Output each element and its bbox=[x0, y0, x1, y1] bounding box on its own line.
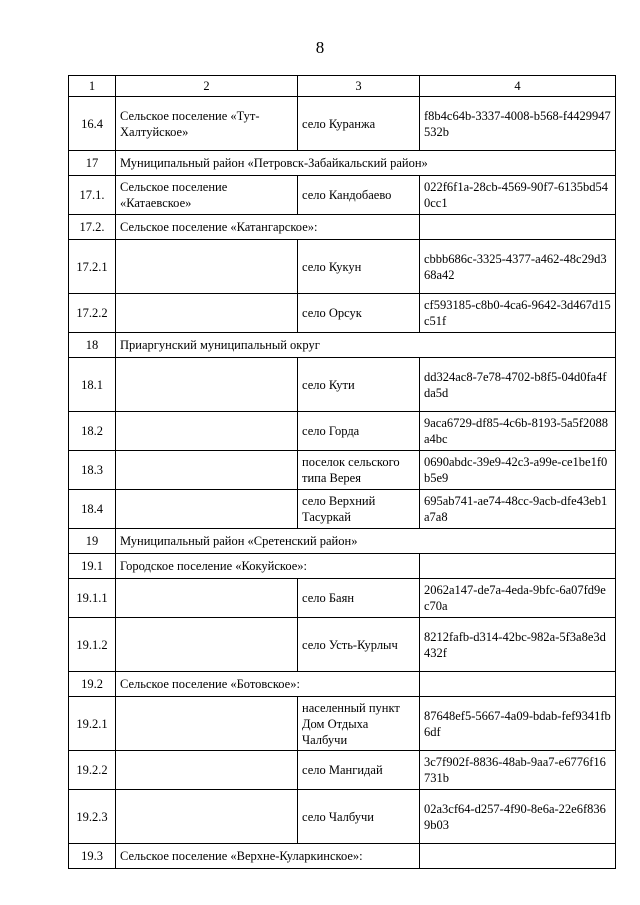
settlement-cell: населенный пункт Дом Отдыха Чалбучи bbox=[298, 697, 420, 751]
table-row bbox=[69, 579, 616, 618]
section-row bbox=[69, 529, 616, 554]
municipality-cell bbox=[116, 451, 298, 490]
guid-cell: 9aca6729-df85-4c6b-8193-5a5f2088a4bc bbox=[420, 412, 616, 451]
table-row bbox=[69, 490, 616, 529]
table-row bbox=[69, 97, 616, 151]
section-title-cell: Муниципальный район «Сретенский район» bbox=[116, 529, 616, 554]
row-number-cell: 17.2.1 bbox=[69, 240, 116, 294]
settlements-table bbox=[68, 75, 616, 869]
guid-cell bbox=[420, 554, 616, 579]
group-title-cell: Сельское поселение «Верхне-Куларкинское»: bbox=[116, 844, 420, 869]
table-row bbox=[69, 412, 616, 451]
row-number-cell: 18.4 bbox=[69, 490, 116, 529]
guid-cell: 8212fafb-d314-42bc-982a-5f3a8e3d432f bbox=[420, 618, 616, 672]
municipality-cell bbox=[116, 579, 298, 618]
municipality-cell bbox=[116, 618, 298, 672]
settlement-cell: село Усть-Курлыч bbox=[298, 618, 420, 672]
group-row bbox=[69, 844, 616, 869]
settlement-cell: село Мангидай bbox=[298, 751, 420, 790]
municipality-cell bbox=[116, 697, 298, 751]
guid-cell: cf593185-c8b0-4ca6-9642-3d467d15c51f bbox=[420, 294, 616, 333]
settlement-cell: село Кукун bbox=[298, 240, 420, 294]
row-number-cell: 19 bbox=[69, 529, 116, 554]
group-row bbox=[69, 672, 616, 697]
header-cell-col1: 1 bbox=[69, 76, 116, 97]
settlement-cell: село Куранжа bbox=[298, 97, 420, 151]
municipality-cell bbox=[116, 751, 298, 790]
settlement-cell: село Кандобаево bbox=[298, 176, 420, 215]
settlements-table-body bbox=[69, 76, 616, 869]
header-row bbox=[69, 76, 616, 97]
section-row bbox=[69, 333, 616, 358]
table-row bbox=[69, 697, 616, 751]
row-number-cell: 16.4 bbox=[69, 97, 116, 151]
page-number: 8 bbox=[315, 38, 325, 57]
section-title-cell: Муниципальный район «Петровск-Забайкальский район» bbox=[116, 151, 616, 176]
row-number-cell: 17.1. bbox=[69, 176, 116, 215]
settlement-cell: село Чалбучи bbox=[298, 790, 420, 844]
row-number-cell: 19.2.3 bbox=[69, 790, 116, 844]
guid-cell: 0690abdc-39e9-42c3-a99e-ce1be1f0b5e9 bbox=[420, 451, 616, 490]
guid-cell: 3c7f902f-8836-48ab-9aa7-e6776f16731b bbox=[420, 751, 616, 790]
header-cell-col3: 3 bbox=[298, 76, 420, 97]
group-title-cell: Сельское поселение «Ботовское»: bbox=[116, 672, 420, 697]
row-number-cell: 19.2.1 bbox=[69, 697, 116, 751]
settlement-cell: село Верхний Тасуркай bbox=[298, 490, 420, 529]
guid-cell: 2062a147-de7a-4eda-9bfc-6a07fd9ec70a bbox=[420, 579, 616, 618]
row-number-cell: 19.2.2 bbox=[69, 751, 116, 790]
guid-cell: f8b4c64b-3337-4008-b568-f4429947532b bbox=[420, 97, 616, 151]
header-cell-col4: 4 bbox=[420, 76, 616, 97]
row-number-cell: 18.3 bbox=[69, 451, 116, 490]
guid-cell bbox=[420, 672, 616, 697]
table-row bbox=[69, 751, 616, 790]
municipality-cell bbox=[116, 294, 298, 333]
row-number-cell: 18 bbox=[69, 333, 116, 358]
section-row bbox=[69, 151, 616, 176]
municipality-cell bbox=[116, 790, 298, 844]
municipality-cell bbox=[116, 490, 298, 529]
municipality-cell: Сельское поселение «Катаевское» bbox=[116, 176, 298, 215]
guid-cell: 02a3cf64-d257-4f90-8e6a-22e6f8369b03 bbox=[420, 790, 616, 844]
municipality-cell: Сельское поселение «Тут-Халтуйское» bbox=[116, 97, 298, 151]
row-number-cell: 19.1.2 bbox=[69, 618, 116, 672]
guid-cell: 022f6f1a-28cb-4569-90f7-6135bd540cc1 bbox=[420, 176, 616, 215]
group-title-cell: Сельское поселение «Катангарское»: bbox=[116, 215, 420, 240]
table-row bbox=[69, 790, 616, 844]
group-row bbox=[69, 554, 616, 579]
table-row bbox=[69, 294, 616, 333]
group-row bbox=[69, 215, 616, 240]
guid-cell bbox=[420, 215, 616, 240]
settlement-cell: село Горда bbox=[298, 412, 420, 451]
group-title-cell: Городское поселение «Кокуйское»: bbox=[116, 554, 420, 579]
guid-cell: dd324ac8-7e78-4702-b8f5-04d0fa4fda5d bbox=[420, 358, 616, 412]
settlement-cell: поселок сельского типа Верея bbox=[298, 451, 420, 490]
section-title-cell: Приаргунский муниципальный округ bbox=[116, 333, 616, 358]
row-number-cell: 19.2 bbox=[69, 672, 116, 697]
municipality-cell bbox=[116, 358, 298, 412]
row-number-cell: 19.1 bbox=[69, 554, 116, 579]
settlement-cell: село Кути bbox=[298, 358, 420, 412]
row-number-cell: 18.1 bbox=[69, 358, 116, 412]
table-row bbox=[69, 176, 616, 215]
table-row bbox=[69, 358, 616, 412]
row-number-cell: 17 bbox=[69, 151, 116, 176]
municipality-cell bbox=[116, 412, 298, 451]
guid-cell: 695ab741-ae74-48cc-9acb-dfe43eb1a7a8 bbox=[420, 490, 616, 529]
row-number-cell: 18.2 bbox=[69, 412, 116, 451]
row-number-cell: 19.3 bbox=[69, 844, 116, 869]
table-row bbox=[69, 618, 616, 672]
municipality-cell bbox=[116, 240, 298, 294]
row-number-cell: 17.2. bbox=[69, 215, 116, 240]
settlement-cell: село Баян bbox=[298, 579, 420, 618]
table-row bbox=[69, 240, 616, 294]
row-number-cell: 17.2.2 bbox=[69, 294, 116, 333]
row-number-cell: 19.1.1 bbox=[69, 579, 116, 618]
settlement-cell: село Орсук bbox=[298, 294, 420, 333]
guid-cell bbox=[420, 844, 616, 869]
guid-cell: cbbb686c-3325-4377-a462-48c29d368a42 bbox=[420, 240, 616, 294]
table-row bbox=[69, 451, 616, 490]
guid-cell: 87648ef5-5667-4a09-bdab-fef9341fb6df bbox=[420, 697, 616, 751]
header-cell-col2: 2 bbox=[116, 76, 298, 97]
